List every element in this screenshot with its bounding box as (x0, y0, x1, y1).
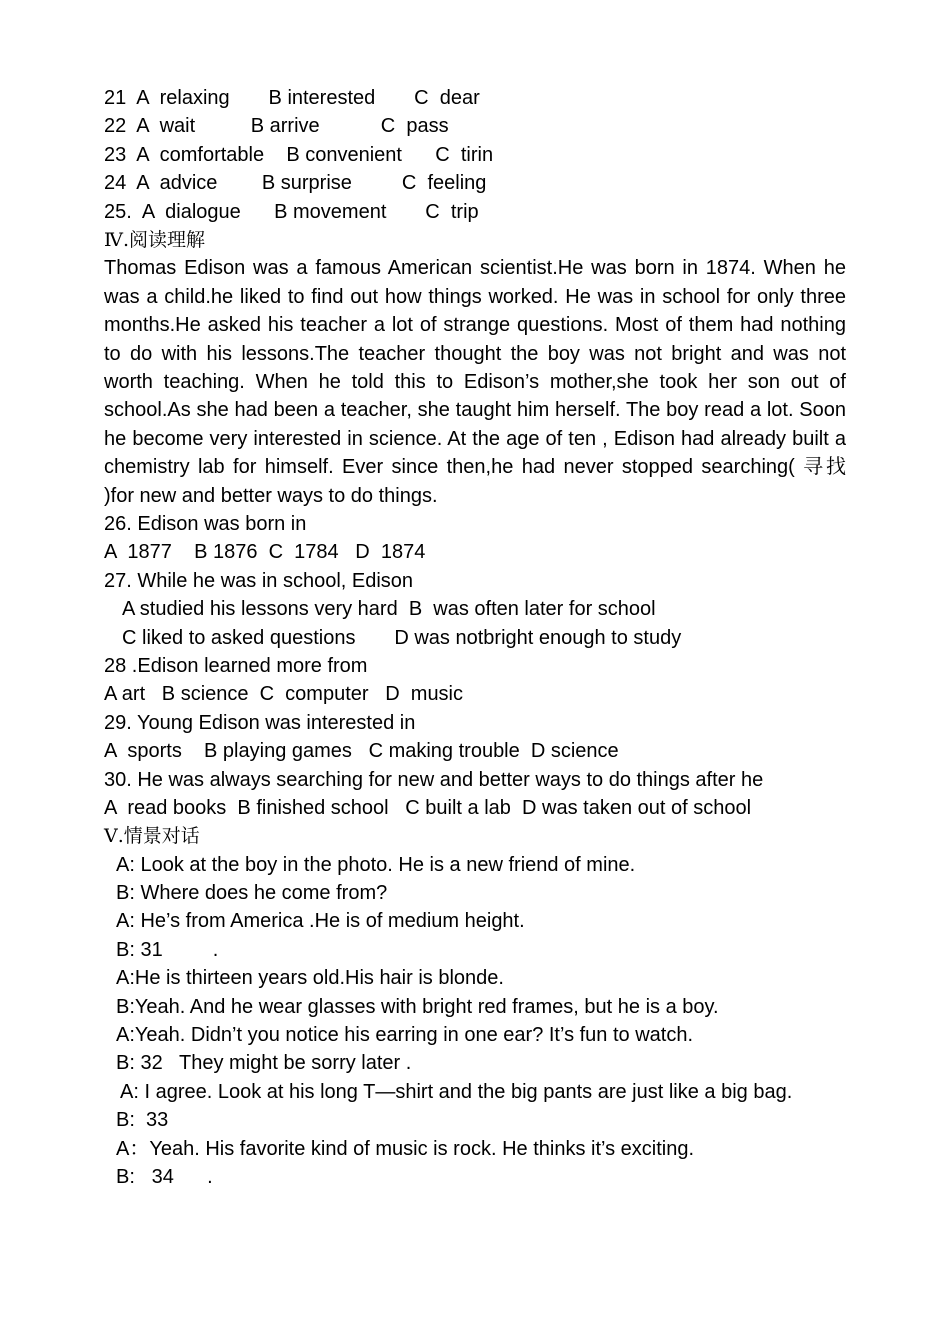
dialogue-line: B: 32 They might be sorry later . (116, 1052, 412, 1075)
dialogue-line: A:He is thirteen years old.His hair is blonde. (116, 967, 504, 990)
worksheet-page (104, 84, 846, 1191)
choice-line-23: 23 A comfortable B convenient C tirin (104, 143, 494, 166)
dialogue-line: B: 31 . (116, 938, 219, 961)
dialogue-line: B: 33 (116, 1109, 169, 1132)
choice-line-22: 22 A wait B arrive C pass (104, 115, 449, 138)
dialogue-line: A:Yeah. Didn’t you notice his earring in one ear? It’s fun to watch. (116, 1024, 694, 1047)
reading-heading: Ⅳ.阅读理解 (104, 228, 206, 251)
dialogue-heading: Ⅴ.情景对话 (104, 825, 200, 848)
dialogue-line: B: 34 . (116, 1166, 213, 1188)
dialogue-line: B: Where does he come from? (116, 882, 388, 905)
question-26-options: A 1877 B 1876 C 1784 D 1874 (104, 541, 426, 564)
question-27: 27. While he was in school, Edison (104, 569, 414, 592)
question-27-options-ab: A studied his lessons very hard B was often later for school (122, 598, 656, 621)
question-26: 26. Edison was born in (104, 513, 307, 535)
dialogue-line: A：Yeah. His favorite kind of music is rock. He thinks it’s exciting. (116, 1137, 695, 1160)
question-28-options: A art B science C computer D music (104, 683, 464, 706)
question-30-options: A read books B finished school C built a lab D was taken out of school (104, 796, 752, 819)
choice-line-24: 24 A advice B surprise C feeling (104, 172, 487, 195)
dialogue (104, 851, 846, 1192)
dialogue-line-long: A: I agree. Look at his long T—shirt and the big pants are just like a big bag. (120, 1080, 793, 1103)
dialogue-line: B:Yeah. And he wear glasses with bright red frames, but he is a boy. (116, 995, 719, 1018)
question-list (104, 510, 846, 822)
dialogue-line: A: He’s from America .He is of medium height. (116, 910, 525, 933)
question-29-options: A sports B playing games C making trouble D science (104, 740, 619, 763)
choice-list (104, 84, 846, 226)
question-27-options-cd: C liked to asked questions D was notbright enough to study (122, 626, 682, 649)
reading-passage: Thomas Edison was a famous American scientist.He was born in 1874. When he was a child.he liked to find out how things worked. He was in school for only three months.He asked his teacher a lot of strange questions. Most of them had nothing to do with his lessons.The teacher thought the boy was not bright and was not worth teaching. When he told this to Edison’s mother,she took her son out of school.As she had been a teacher, she taught him herself. The boy read a lot. Soon he become very interested in science. At the age of ten , Edison had already built a chemistry lab for himself. Ever since then,he had never stopped searching( 寻找 )for new and better ways to do things. (104, 257, 846, 507)
question-28: 28 .Edison learned more from (104, 654, 368, 677)
dialogue-line: A: Look at the boy in the photo. He is a new friend of mine. (116, 853, 636, 876)
question-29: 29. Young Edison was interested in (104, 711, 416, 734)
choice-line-25: 25. A dialogue B movement C trip (104, 200, 479, 223)
choice-line-21: 21 A relaxing B interested C dear (104, 87, 480, 109)
question-30: 30. He was always searching for new and better ways to do things after he (104, 768, 764, 791)
